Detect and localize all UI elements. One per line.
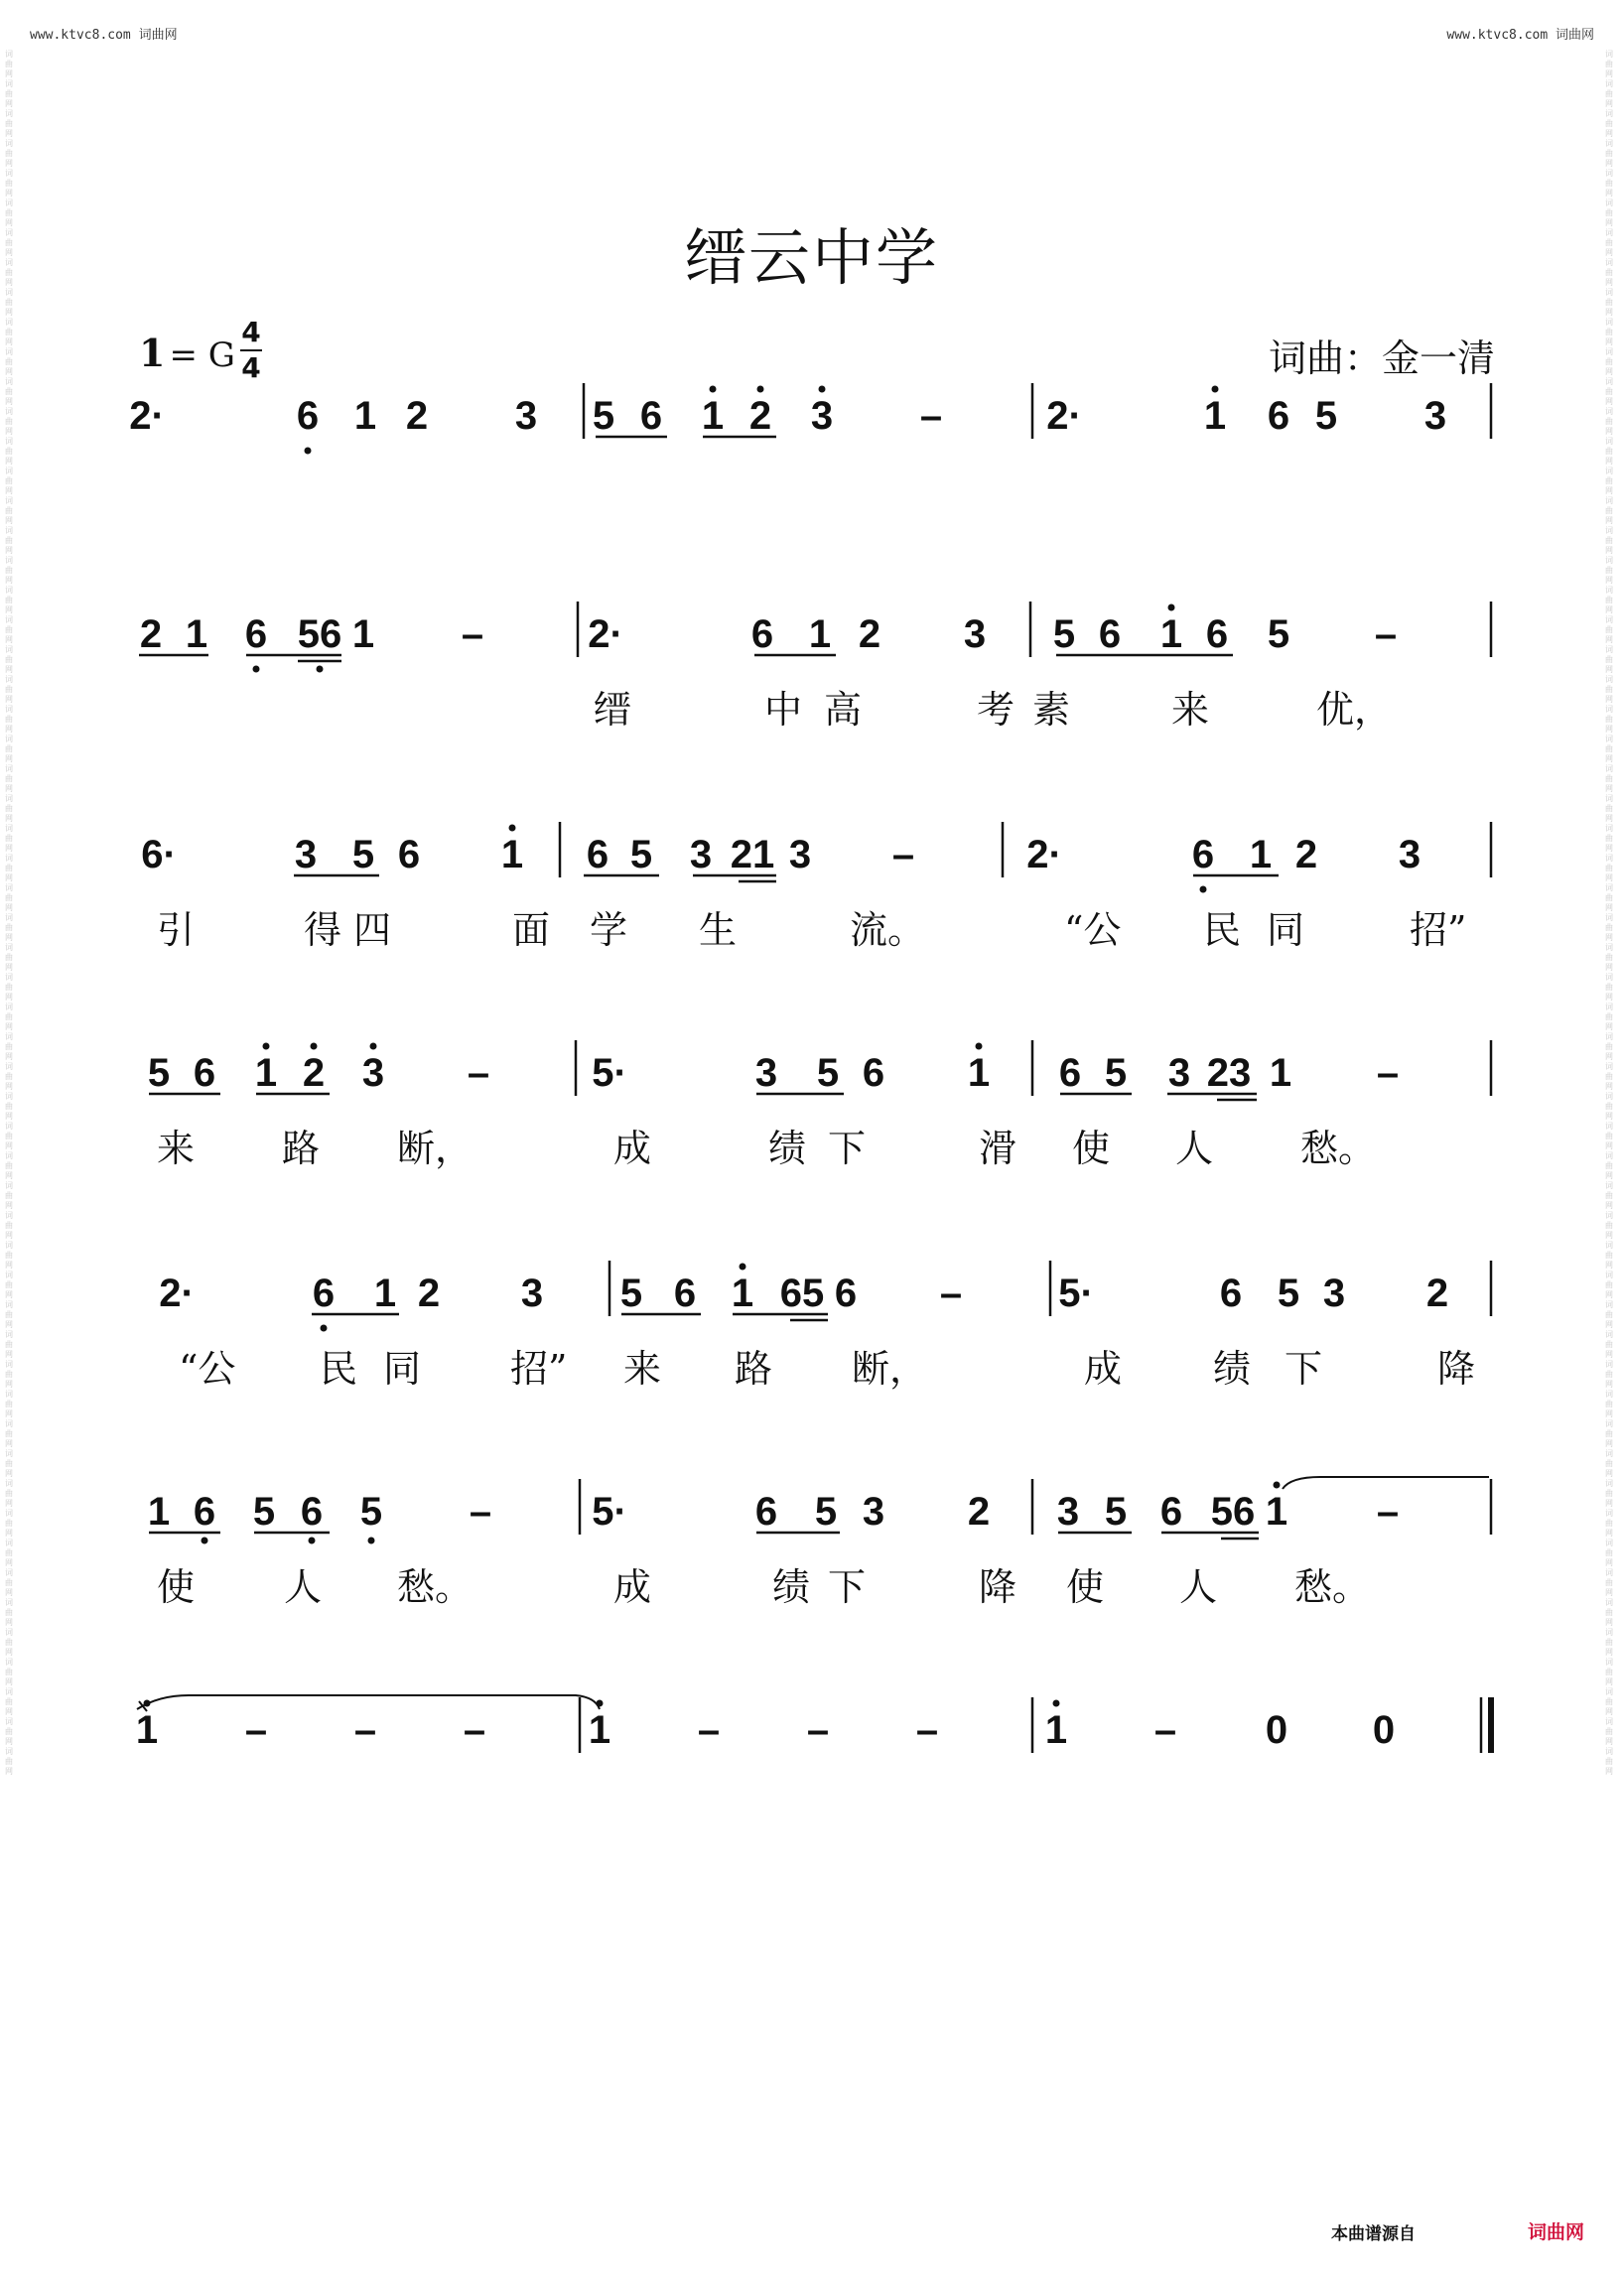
note: 2 [1294,833,1318,876]
octave-dot-high [1212,386,1219,393]
meter-bottom: 4 [241,351,261,384]
note: 3 [862,1490,885,1534]
note: 1 [351,612,375,656]
note: 3 [1423,394,1447,438]
lyric-syllable: 滑 [979,1127,1017,1170]
octave-dot-low [317,666,324,673]
tie-arc [1283,1477,1489,1489]
note: – [697,1708,721,1752]
note: 1 [1159,612,1183,656]
lyric-syllable: 得 [304,908,342,952]
note: 21 [730,833,775,876]
note: 2· [159,1272,195,1315]
lyric-syllable: 绩 [772,1565,811,1609]
lyric-syllable: 绩 [1213,1347,1252,1391]
octave-dot-high [740,1264,746,1271]
note: 6 [1159,1490,1183,1534]
note: – [1374,612,1398,656]
note: 1 [373,1272,397,1315]
note: – [467,1051,490,1095]
lyric-syllable: 成 [613,1127,652,1170]
note: 2 [748,394,772,438]
note: 0 [1265,1708,1288,1752]
octave-dot-low [309,1538,316,1544]
octave-dot-low [321,1325,328,1332]
note: 5 [1104,1051,1128,1095]
note: 2 [405,394,429,438]
note: 5 [1052,612,1076,656]
note: 1 [1203,394,1227,438]
lyric-syllable: 下 [1285,1347,1323,1391]
note: 1 [1044,1708,1068,1752]
lyric-syllable: 降 [1437,1347,1476,1391]
note: 2· [1046,394,1082,438]
lyric-syllable: 民 [320,1347,358,1391]
lyric-syllable: 愁。 [1300,1127,1377,1170]
lyric-syllable: 路 [282,1127,321,1170]
lyric-syllable: 降 [979,1565,1017,1609]
octave-dot-low [253,666,260,673]
note: 5· [592,1051,627,1095]
note: 5 [816,1051,840,1095]
note: 1 [135,1708,159,1752]
note: – [806,1708,830,1752]
note: 65 [779,1272,825,1315]
note: 2 [858,612,881,656]
octave-dot-high [757,386,764,393]
note: 6 [1191,833,1215,876]
note: 5 [1267,612,1290,656]
note: – [915,1708,939,1752]
lyric-syllable: 同 [1267,908,1305,952]
song-title: 缙云中学 [684,221,939,294]
note: 3 [810,394,834,438]
note: 5 [629,833,653,876]
note: 6 [1205,612,1229,656]
octave-dot-low [202,1538,208,1544]
note: 5 [619,1272,643,1315]
note: 2 [417,1272,441,1315]
note: 1 [1269,1051,1292,1095]
lyric-syllable: 下 [828,1127,867,1170]
lyric-syllable: 民 [1203,908,1242,952]
footer-site-link[interactable]: 词曲网 [1527,2221,1584,2243]
note: 2 [139,612,163,656]
lyric-syllable: 高 [824,688,863,732]
octave-dot-high [710,386,717,393]
note: 1 [967,1051,991,1095]
octave-dot-high [370,1043,377,1050]
lyric-syllable: 断， [397,1127,474,1170]
note: – [939,1272,963,1315]
note: 1 [808,612,832,656]
note: 1 [185,612,208,656]
note: – [1376,1490,1400,1534]
note: 6 [673,1272,697,1315]
lyric-syllable: 素 [1032,688,1071,732]
note: 2 [302,1051,326,1095]
note: 6 [296,394,320,438]
lyric-syllable: 生 [699,908,738,952]
note: 3 [1322,1272,1346,1315]
lyric-syllable: 学 [590,908,628,952]
note: 6 [193,1051,216,1095]
note: 6· [141,833,177,876]
tie-arc [137,1695,600,1709]
lyric-syllable: 同 [383,1347,422,1391]
note: 5 [147,1051,171,1095]
watermark-strip-right: 词曲网 词曲网 词曲网 词曲网 词曲网 词曲网 词曲网 词曲网 词曲网 词曲网 词曲网 词曲网 词曲网 词曲网 词曲网 词曲网 词曲网 词曲网 词曲网 词曲网 词曲网 词曲网 词曲网 词曲网 词曲网 词曲网 词曲网 词曲网 词曲网 词曲网 词曲网 词曲网 词曲网 词曲网 词曲网 词曲网 词曲网 词曲网 词曲网 词曲网 词曲网 词曲网 词曲网 词曲网 词曲网 词曲网 词曲网 词曲网 词曲网 词曲网 词曲网 词曲网 词曲网 词曲网 词曲网 词曲网 词曲网 词曲网 [1605,50,1613,1776]
lyric-syllable: “公 [1064,908,1122,952]
lyric-syllable: 使 [157,1565,196,1609]
octave-dot-high [1053,1700,1060,1707]
octave-dot-high [1274,1482,1281,1489]
note: 56 [297,612,342,656]
note: – [1376,1051,1400,1095]
watermark-strip-left: 词曲网 词曲网 词曲网 词曲网 词曲网 词曲网 词曲网 词曲网 词曲网 词曲网 词曲网 词曲网 词曲网 词曲网 词曲网 词曲网 词曲网 词曲网 词曲网 词曲网 词曲网 词曲网 词曲网 词曲网 词曲网 词曲网 词曲网 词曲网 词曲网 词曲网 词曲网 词曲网 词曲网 词曲网 词曲网 词曲网 词曲网 词曲网 词曲网 词曲网 词曲网 词曲网 词曲网 词曲网 词曲网 词曲网 词曲网 词曲网 词曲网 词曲网 词曲网 词曲网 词曲网 词曲网 词曲网 词曲网 词曲网 词曲网 [5,50,13,1776]
note: – [919,394,943,438]
note: 1 [500,833,524,876]
octave-dot-high [819,386,826,393]
note: 1 [731,1272,754,1315]
lyric-syllable: 中 [764,688,803,732]
note: 2· [1026,833,1062,876]
octave-dot-low [305,448,312,455]
lyric-syllable: 来 [1171,688,1210,732]
note: 3 [514,394,538,438]
note: 3 [1056,1490,1080,1534]
lyric-syllable: 断， [852,1347,928,1391]
note: 5 [1277,1272,1300,1315]
lyric-syllable: 人 [1175,1127,1214,1170]
lyric-syllable: 流。 [850,908,926,952]
note: 1 [353,394,377,438]
footer-source-label: 本曲谱源自 [1331,2224,1416,2244]
note: 3 [520,1272,544,1315]
note: 2 [967,1490,991,1534]
note: 1 [147,1490,171,1534]
octave-dot-low [1200,886,1207,893]
note: 3 [294,833,318,876]
lyric-syllable: 人 [284,1565,323,1609]
note: 6 [300,1490,324,1534]
note: 5 [252,1490,276,1534]
note: 3 [1167,1051,1191,1095]
meter-top: 4 [241,316,261,348]
key-name: = G [169,335,235,375]
note: 6 [750,612,774,656]
note: – [469,1490,492,1534]
note: 1 [701,394,725,438]
lyric-syllable: 来 [623,1347,662,1391]
note: – [1153,1708,1177,1752]
key-tonic-number: 1 [139,331,166,375]
lyric-syllable: 面 [512,908,551,952]
octave-dot-high [509,825,516,832]
note: 3 [689,833,713,876]
note: – [353,1708,377,1752]
octave-dot-high [311,1043,318,1050]
note: 5 [592,394,615,438]
lyric-syllable: 使 [1066,1565,1105,1609]
note: 5· [1058,1272,1094,1315]
note: 56 [1210,1490,1256,1534]
note: 6 [193,1490,216,1534]
lyric-syllable: 愁。 [1294,1565,1371,1609]
note: 1 [1249,833,1273,876]
site-header-right[interactable]: www.ktvc8.com 词曲网 [1446,28,1594,43]
lyric-syllable: “公 [179,1347,236,1391]
lyric-syllable: 招” [1410,908,1467,952]
lyric-syllable: 愁。 [397,1565,474,1609]
note: 6 [586,833,609,876]
note: 6 [397,833,421,876]
note: 6 [244,612,268,656]
note: 0 [1372,1708,1396,1752]
note: 1 [588,1708,611,1752]
note: 5 [1104,1490,1128,1534]
note: 3 [963,612,987,656]
lyric-syllable: 使 [1072,1127,1111,1170]
note: 5 [351,833,375,876]
note: 6 [862,1051,885,1095]
note: 6 [1098,612,1122,656]
note: 3 [788,833,812,876]
lyric-syllable: 成 [613,1565,652,1609]
note: 3 [754,1051,778,1095]
lyric-syllable: 成 [1084,1347,1123,1391]
note: – [891,833,915,876]
lyric-syllable: 下 [828,1565,867,1609]
note: 6 [1058,1051,1082,1095]
note: 23 [1206,1051,1252,1095]
note: 2· [588,612,623,656]
note: 5 [1314,394,1338,438]
lyric-syllable: 招” [510,1347,568,1391]
note: 6 [754,1490,778,1534]
note: 2· [129,394,165,438]
lyric-syllable: 缙 [594,688,632,732]
site-header-left[interactable]: www.ktvc8.com 词曲网 [30,28,178,43]
lyric-syllable: 人 [1179,1565,1218,1609]
lyric-syllable: 引 [157,908,196,952]
note: 5 [814,1490,838,1534]
octave-dot-high [1168,604,1175,611]
note: 1 [254,1051,278,1095]
note: – [461,612,484,656]
note: 6 [834,1272,858,1315]
note: 5 [359,1490,383,1534]
lyric-syllable: 来 [157,1127,196,1170]
lyric-syllable: 优， [1316,688,1393,732]
note: 2 [1425,1272,1449,1315]
note: – [244,1708,268,1752]
composer-credit: 词曲：金一清 [1268,336,1495,380]
octave-dot-high [263,1043,270,1050]
octave-dot-high [976,1043,983,1050]
note: 6 [1267,394,1290,438]
note: 5· [592,1490,627,1534]
note: 3 [361,1051,385,1095]
note: 3 [1398,833,1421,876]
note: 6 [639,394,663,438]
lyric-syllable: 四 [353,908,392,952]
lyric-syllable: 路 [735,1347,773,1391]
note: 1 [1265,1490,1288,1534]
note: – [463,1708,486,1752]
note: 6 [312,1272,336,1315]
lyric-syllable: 考 [977,688,1015,732]
lyric-syllable: 绩 [768,1127,807,1170]
octave-dot-low [368,1538,375,1544]
note: 6 [1219,1272,1243,1315]
